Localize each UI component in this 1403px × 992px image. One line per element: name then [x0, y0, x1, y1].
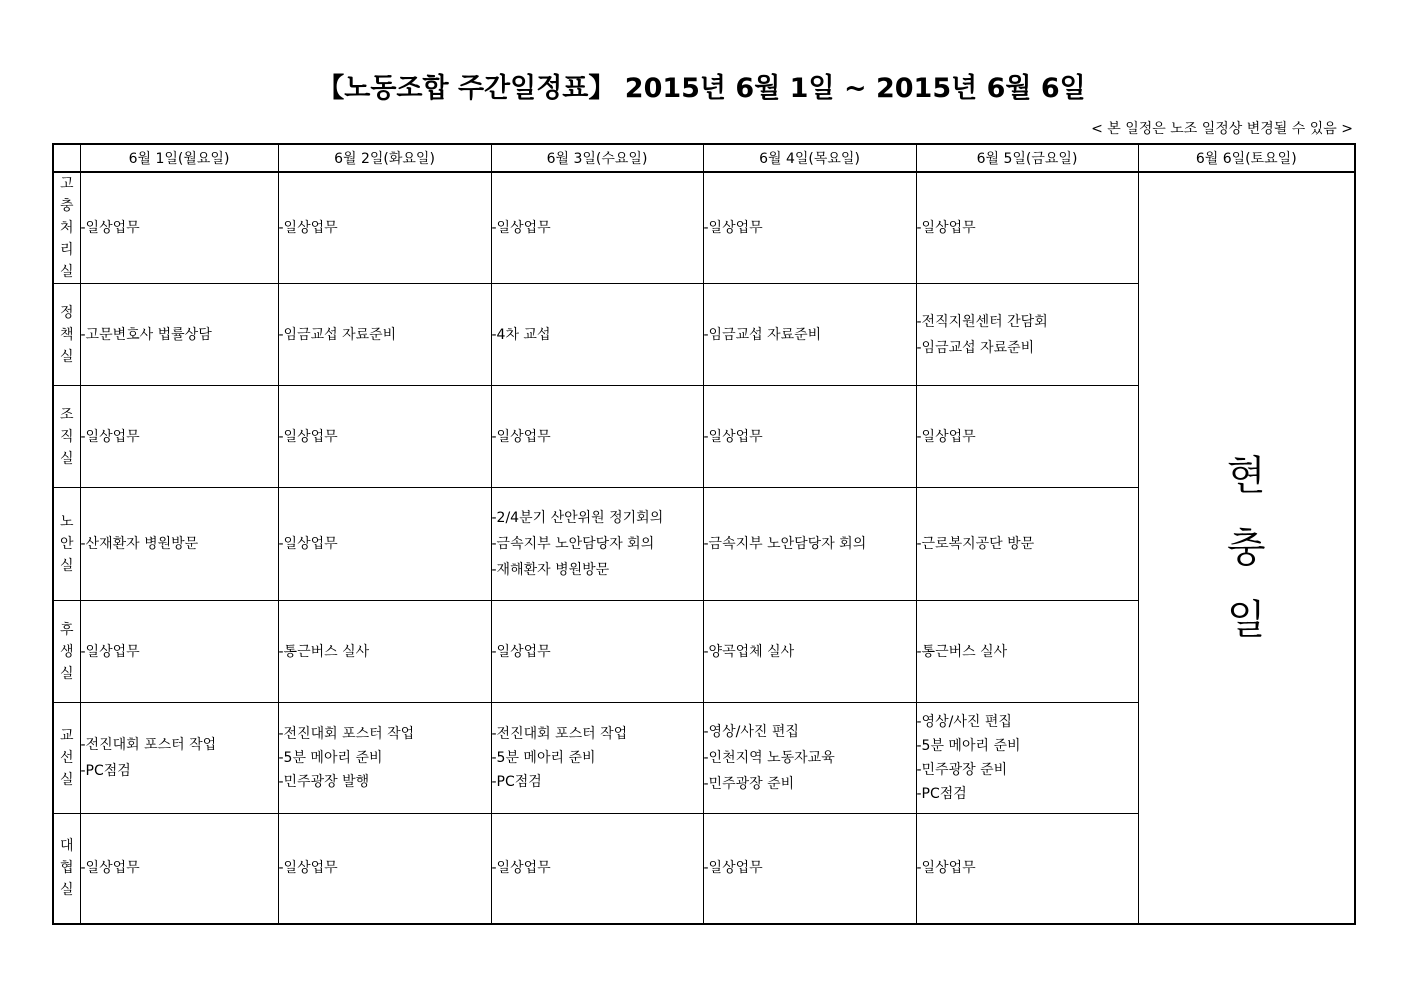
schedule-cell: -전직지원센터 간담회 -임금교섭 자료준비 [916, 284, 1138, 386]
header-row [53, 144, 1355, 172]
schedule-cell: -영상/사진 편집 -인천지역 노동자교육 -민주광장 준비 [703, 703, 916, 814]
schedule-cell: -일상업무 [80, 172, 278, 284]
schedule-cell: -통근버스 실사 [916, 601, 1138, 703]
schedule-cell: -전진대회 포스터 작업 -5분 메아리 준비 -PC점검 [491, 703, 703, 814]
schedule-cell: -일상업무 [703, 172, 916, 284]
schedule-cell: -임금교섭 자료준비 [703, 284, 916, 386]
table-row [53, 172, 1355, 284]
schedule-cell: -일상업무 [916, 172, 1138, 284]
schedule-cell: -일상업무 [491, 386, 703, 488]
schedule-cell: -일상업무 [491, 814, 703, 924]
schedule-cell: -근로복지공단 방문 [916, 488, 1138, 601]
day-header-thu: 6월 4일(목요일) [703, 144, 916, 172]
day-header-sat: 6월 6일(토요일) [1138, 144, 1355, 172]
day-header-mon: 6월 1일(월요일) [80, 144, 278, 172]
dept-label: 노 안 실 [53, 488, 80, 601]
schedule-cell: -일상업무 [703, 386, 916, 488]
schedule-cell: -일상업무 [278, 172, 491, 284]
schedule-cell: -2/4분기 산안위원 정기회의 -금속지부 노안담당자 회의 -재해환자 병원방문 [491, 488, 703, 601]
schedule-cell: -임금교섭 자료준비 [278, 284, 491, 386]
day-header-fri: 6월 5일(금요일) [916, 144, 1138, 172]
schedule-change-note: < 본 일정은 노조 일정상 변경될 수 있음 > [1091, 121, 1353, 137]
schedule-cell: -전진대회 포스터 작업 -5분 메아리 준비 -민주광장 발행 [278, 703, 491, 814]
saturday-holiday-cell: 현 충 일 [1138, 172, 1355, 924]
schedule-cell: -일상업무 [80, 386, 278, 488]
schedule-cell: -일상업무 [703, 814, 916, 924]
day-header-wed: 6월 3일(수요일) [491, 144, 703, 172]
schedule-cell: -고문변호사 법률상담 [80, 284, 278, 386]
dept-label: 대 협 실 [53, 814, 80, 924]
weekly-schedule-table [52, 143, 1356, 925]
schedule-cell: -일상업무 [80, 814, 278, 924]
schedule-cell: -일상업무 [491, 601, 703, 703]
schedule-cell: -일상업무 [916, 814, 1138, 924]
page-title: 【노동조합 주간일정표】 2015년 6월 1일 ~ 2015년 6월 6일 [317, 73, 1086, 104]
schedule-cell: -일상업무 [80, 601, 278, 703]
dept-label: 정 책 실 [53, 284, 80, 386]
schedule-cell: -일상업무 [278, 488, 491, 601]
schedule-cell: -전진대회 포스터 작업 -PC점검 [80, 703, 278, 814]
schedule-cell: -일상업무 [916, 386, 1138, 488]
corner-cell [53, 144, 80, 172]
schedule-cell: -일상업무 [278, 386, 491, 488]
dept-label: 후 생 실 [53, 601, 80, 703]
schedule-cell: -통근버스 실사 [278, 601, 491, 703]
schedule-cell: -산재환자 병원방문 [80, 488, 278, 601]
dept-label: 고 충 처 리 실 [53, 172, 80, 284]
schedule-cell: -4차 교섭 [491, 284, 703, 386]
schedule-cell: -양곡업체 실사 [703, 601, 916, 703]
schedule-cell: -일상업무 [278, 814, 491, 924]
schedule-cell: -일상업무 [491, 172, 703, 284]
day-header-tue: 6월 2일(화요일) [278, 144, 491, 172]
dept-label: 교 선 실 [53, 703, 80, 814]
schedule-cell: -영상/사진 편집 -5분 메아리 준비 -민주광장 준비 -PC점검 [916, 703, 1138, 814]
schedule-cell: -금속지부 노안담당자 회의 [703, 488, 916, 601]
dept-label: 조 직 실 [53, 386, 80, 488]
